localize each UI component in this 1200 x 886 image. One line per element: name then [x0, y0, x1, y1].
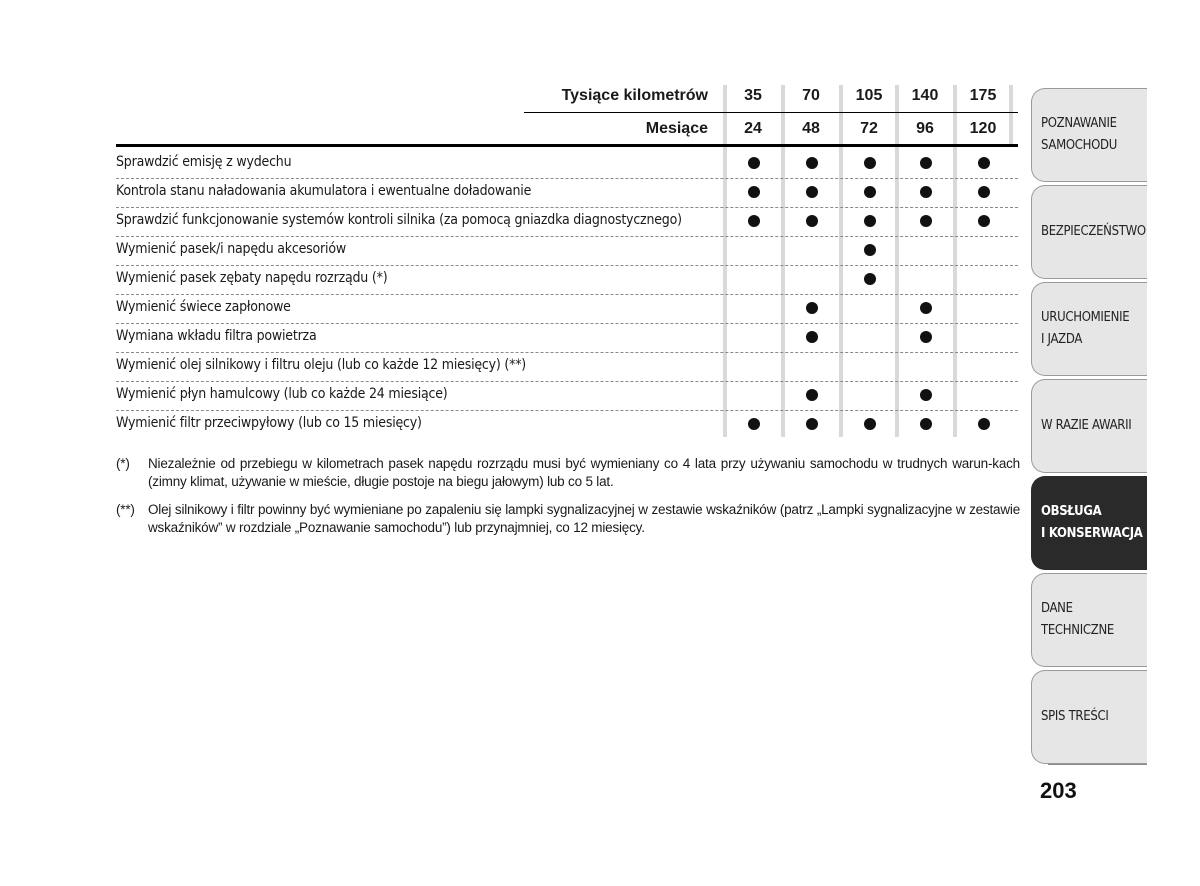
service-mark-dot — [864, 244, 876, 256]
service-mark-dot — [748, 215, 760, 227]
column-shade — [953, 85, 957, 437]
table-row-task: Wymienić filtr przeciwpyłowy (lub co 15 miesięcy) — [116, 415, 422, 431]
service-mark-dot — [806, 186, 818, 198]
service-mark-dot — [748, 157, 760, 169]
side-tab[interactable]: W RAZIE AWARII — [1031, 379, 1147, 473]
service-mark-dot — [806, 389, 818, 401]
month-value: 24 — [744, 120, 762, 137]
row-divider — [116, 178, 1018, 179]
km-value: 140 — [911, 87, 939, 104]
table-row-task: Wymienić płyn hamulcowy (lub co każde 24 miesiące) — [116, 386, 448, 402]
footnote — [116, 455, 1020, 491]
service-mark-dot — [978, 418, 990, 430]
service-mark-dot — [806, 157, 818, 169]
service-mark-dot — [920, 157, 932, 169]
side-tab[interactable]: POZNAWANIE SAMOCHODU — [1031, 88, 1147, 182]
row-divider — [116, 236, 1018, 237]
side-tab[interactable]: DANE TECHNICZNE — [1031, 573, 1147, 667]
table-row-task: Sprawdzić emisję z wydechu — [116, 154, 292, 170]
service-mark-dot — [864, 418, 876, 430]
service-mark-dot — [806, 418, 818, 430]
page-number: 203 — [1040, 778, 1077, 803]
service-mark-dot — [748, 186, 760, 198]
footnote-text: Olej silnikowy i filtr powinny być wymieniane po zapaleniu się lampki sygnalizacyjnej w zestawie wskaźników (patrz „Lampki sygnalizacyjne w zestawie wskaźników” w rozdziale „Poznawanie samochodu”) lub przynajmniej, co 12 miesięcy. — [148, 502, 1020, 535]
service-mark-dot — [864, 215, 876, 227]
table-row-task: Sprawdzić funkcjonowanie systemów kontroli silnika (za pomocą gniazdka diagnostycznego) — [116, 212, 682, 228]
km-header-label: Tysiące kilometrów — [561, 87, 708, 104]
row-divider — [116, 410, 1018, 411]
service-mark-dot — [806, 302, 818, 314]
table-row-task: Wymienić pasek zębaty napędu rozrządu (*) — [116, 270, 388, 286]
side-tab[interactable]: BEZPIECZEŃSTWO — [1031, 185, 1147, 279]
service-mark-dot — [978, 186, 990, 198]
service-mark-dot — [864, 186, 876, 198]
row-divider — [116, 352, 1018, 353]
column-shade — [781, 85, 785, 437]
footnote-mark: (**) — [116, 502, 135, 517]
column-shade — [839, 85, 843, 437]
month-value: 96 — [916, 120, 934, 137]
service-mark-dot — [920, 331, 932, 343]
row-divider — [116, 323, 1018, 324]
service-mark-dot — [920, 302, 932, 314]
km-value: 105 — [855, 87, 883, 104]
km-value: 70 — [802, 87, 820, 104]
side-tab[interactable]: SPIS TREŚCI — [1031, 670, 1147, 764]
side-tab[interactable]: URUCHOMIENIE I JAZDA — [1031, 282, 1147, 376]
service-mark-dot — [806, 331, 818, 343]
row-divider — [116, 381, 1018, 382]
service-mark-dot — [864, 157, 876, 169]
month-value: 72 — [860, 120, 878, 137]
row-divider — [116, 294, 1018, 295]
table-row-task: Wymienić olej silnikowy i filtru oleju (lub co każde 12 miesięcy) (**) — [116, 357, 527, 373]
km-value: 175 — [969, 87, 997, 104]
header-divider — [524, 112, 1018, 113]
footnote-mark: (*) — [116, 456, 130, 471]
table-row-task: Wymiana wkładu filtra powietrza — [116, 328, 317, 344]
service-mark-dot — [920, 215, 932, 227]
table-row-task: Kontrola stanu naładowania akumulatora i ewentualne doładowanie — [116, 183, 532, 199]
column-shade — [1009, 85, 1013, 145]
side-tab[interactable]: OBSŁUGA I KONSERWACJA — [1031, 476, 1147, 570]
header-bottom-rule — [116, 144, 1018, 147]
column-shade — [895, 85, 899, 437]
column-shade — [723, 85, 727, 437]
service-mark-dot — [748, 418, 760, 430]
service-mark-dot — [920, 186, 932, 198]
service-mark-dot — [920, 389, 932, 401]
footnote-text: Niezależnie od przebiegu w kilometrach pasek napędu rozrządu musi być wymieniany co 4 lata przy używaniu samochodu w trudnych warun-kach (zimny klimat, używanie w mieście, długie postoje na biegu jałowym) lub co 5 lat. — [148, 456, 1020, 489]
tab-bottom-rule — [1048, 764, 1147, 765]
km-value: 35 — [744, 87, 762, 104]
footnote — [116, 501, 1020, 537]
service-mark-dot — [978, 157, 990, 169]
service-mark-dot — [978, 215, 990, 227]
service-mark-dot — [806, 215, 818, 227]
row-divider — [116, 265, 1018, 266]
month-value: 120 — [969, 120, 997, 137]
table-row-task: Wymienić świece zapłonowe — [116, 299, 291, 315]
service-mark-dot — [864, 273, 876, 285]
table-row-task: Wymienić pasek/i napędu akcesoriów — [116, 241, 346, 257]
service-mark-dot — [920, 418, 932, 430]
row-divider — [116, 207, 1018, 208]
month-value: 48 — [802, 120, 820, 137]
months-header-label: Mesiące — [645, 120, 708, 137]
